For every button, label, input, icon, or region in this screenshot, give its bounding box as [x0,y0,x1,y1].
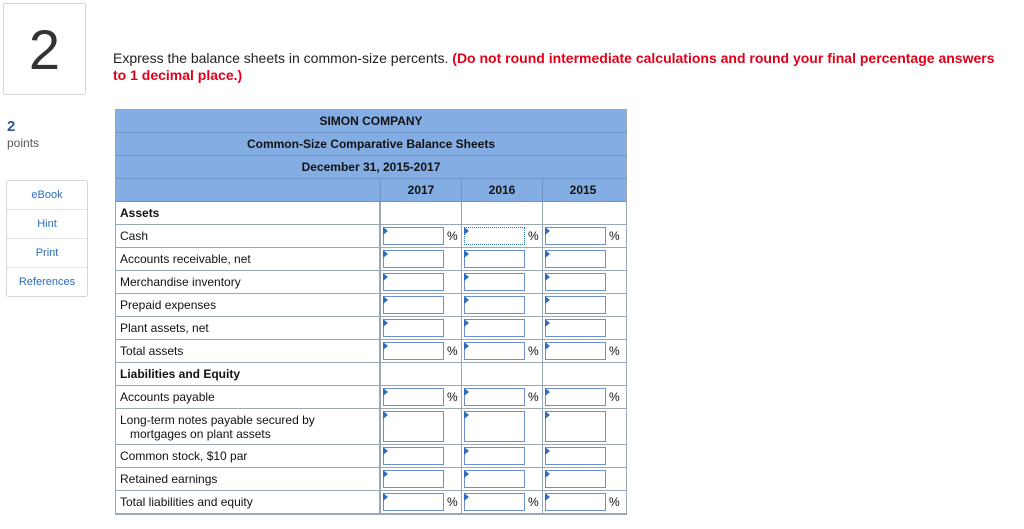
percent-input-2015[interactable] [545,342,606,360]
year-2016-header: 2016 [461,179,542,201]
year-2015-header: 2015 [542,179,623,201]
percent-input-2015[interactable] [545,411,606,442]
table-row [116,491,626,514]
value-cell-2016 [461,317,542,339]
row-label: Total assets [116,340,380,362]
value-cell-2015 [542,294,623,316]
percent-input-2016[interactable] [464,227,525,245]
percent-input-2015[interactable] [545,447,606,465]
value-cell-2016 [461,468,542,490]
percent-sign: % [528,390,539,404]
table-period: December 31, 2015-2017 [116,156,626,179]
company-name: SIMON COMPANY [116,110,626,133]
value-cell-2016 [461,409,542,444]
value-cell-2016 [461,248,542,270]
table-row [116,248,626,271]
percent-input-2016[interactable] [464,273,525,291]
table-row [116,386,626,409]
percent-sign: % [447,495,458,509]
row-label: Assets [116,202,380,224]
table-row [116,340,626,363]
percent-sign: % [528,229,539,243]
percent-sign: % [447,229,458,243]
table-row [116,271,626,294]
row-label: Plant assets, net [116,317,380,339]
row-label: Cash [116,225,380,247]
value-cell-2017 [380,202,461,224]
table-title: Common-Size Comparative Balance Sheets [116,133,626,156]
percent-input-2017[interactable] [383,447,444,465]
year-header-spacer [116,179,380,201]
percent-sign: % [609,495,620,509]
value-cell-2015 [542,225,623,247]
value-cell-2015 [542,363,623,385]
percent-input-2017[interactable] [383,342,444,360]
percent-input-2016[interactable] [464,447,525,465]
percent-input-2015[interactable] [545,470,606,488]
percent-input-2015[interactable] [545,227,606,245]
side-menu [6,180,88,297]
value-cell-2016 [461,271,542,293]
value-cell-2015 [542,340,623,362]
row-label: Accounts payable [116,386,380,408]
percent-sign: % [447,390,458,404]
value-cell-2016 [461,294,542,316]
value-cell-2015 [542,202,623,224]
instructions-emphasis: (Do not round intermediate calculations and round your final percentage answers to 1 decimal place.) [113,50,995,83]
percent-input-2017[interactable] [383,470,444,488]
value-cell-2017 [380,340,461,362]
row-label: Accounts receivable, net [116,248,380,270]
percent-input-2015[interactable] [545,319,606,337]
print-link[interactable]: Print [7,238,87,267]
table-row [116,294,626,317]
percent-sign: % [447,344,458,358]
percent-input-2016[interactable] [464,411,525,442]
points-label: points [7,136,40,150]
year-2017-header: 2017 [380,179,461,201]
value-cell-2015 [542,445,623,467]
row-label-line1: Long-term notes payable secured by [120,412,315,427]
percent-sign: % [528,344,539,358]
year-header-row [116,179,626,202]
table-row [116,468,626,491]
row-label: Prepaid expenses [116,294,380,316]
row-label: Total liabilities and equity [116,491,380,513]
percent-sign: % [609,229,620,243]
row-label: Liabilities and Equity [116,363,380,385]
value-cell-2016 [461,445,542,467]
balance-sheet-table [115,109,627,515]
value-cell-2015 [542,271,623,293]
points-value: 2 [7,118,16,135]
hint-link[interactable]: Hint [7,209,87,238]
percent-input-2017[interactable] [383,388,444,406]
question-number: 2 [3,3,86,95]
percent-input-2016[interactable] [464,493,525,511]
ebook-link[interactable]: eBook [31,189,63,201]
percent-sign: % [609,344,620,358]
table-row [116,409,626,445]
row-label: Merchandise inventory [116,271,380,293]
value-cell-2016 [461,225,542,247]
value-cell-2017 [380,468,461,490]
percent-input-2017[interactable] [383,273,444,291]
value-cell-2016 [461,363,542,385]
row-label: Common stock, $10 par [116,445,380,467]
instructions [113,50,1003,84]
value-cell-2017 [380,409,461,444]
value-cell-2016 [461,491,542,513]
percent-input-2017[interactable] [383,250,444,268]
value-cell-2017 [380,294,461,316]
percent-input-2017[interactable] [383,227,444,245]
value-cell-2017 [380,491,461,513]
section-header-row [116,202,626,225]
percent-input-2017[interactable] [383,296,444,314]
value-cell-2015 [542,468,623,490]
value-cell-2016 [461,386,542,408]
value-cell-2017 [380,386,461,408]
row-label: Retained earnings [116,468,380,490]
percent-input-2015[interactable] [545,493,606,511]
value-cell-2016 [461,202,542,224]
value-cell-2015 [542,248,623,270]
section-header-row [116,363,626,386]
value-cell-2017 [380,317,461,339]
value-cell-2017 [380,271,461,293]
percent-input-2016[interactable] [464,250,525,268]
instructions-text: Express the balance sheets in common-size percents. [113,50,449,66]
percent-input-2016[interactable] [464,296,525,314]
references-link[interactable]: References [7,267,87,296]
percent-input-2017[interactable] [383,493,444,511]
value-cell-2017 [380,248,461,270]
value-cell-2015 [542,317,623,339]
percent-input-2017[interactable] [383,319,444,337]
value-cell-2017 [380,225,461,247]
percent-sign: % [528,495,539,509]
percent-input-2016[interactable] [464,342,525,360]
value-cell-2015 [542,409,623,444]
value-cell-2016 [461,340,542,362]
row-label-line2: mortgages on plant assets [130,426,271,441]
percent-input-2016[interactable] [464,319,525,337]
percent-input-2016[interactable] [464,470,525,488]
percent-sign: % [609,390,620,404]
percent-input-2017[interactable] [383,411,444,442]
value-cell-2015 [542,491,623,513]
table-row [116,225,626,248]
table-row [116,317,626,340]
value-cell-2017 [380,363,461,385]
value-cell-2015 [542,386,623,408]
percent-input-2015[interactable] [545,388,606,406]
value-cell-2017 [380,445,461,467]
row-label [116,409,380,444]
percent-input-2016[interactable] [464,388,525,406]
table-row [116,445,626,468]
percent-input-2015[interactable] [545,296,606,314]
percent-input-2015[interactable] [545,250,606,268]
percent-input-2015[interactable] [545,273,606,291]
